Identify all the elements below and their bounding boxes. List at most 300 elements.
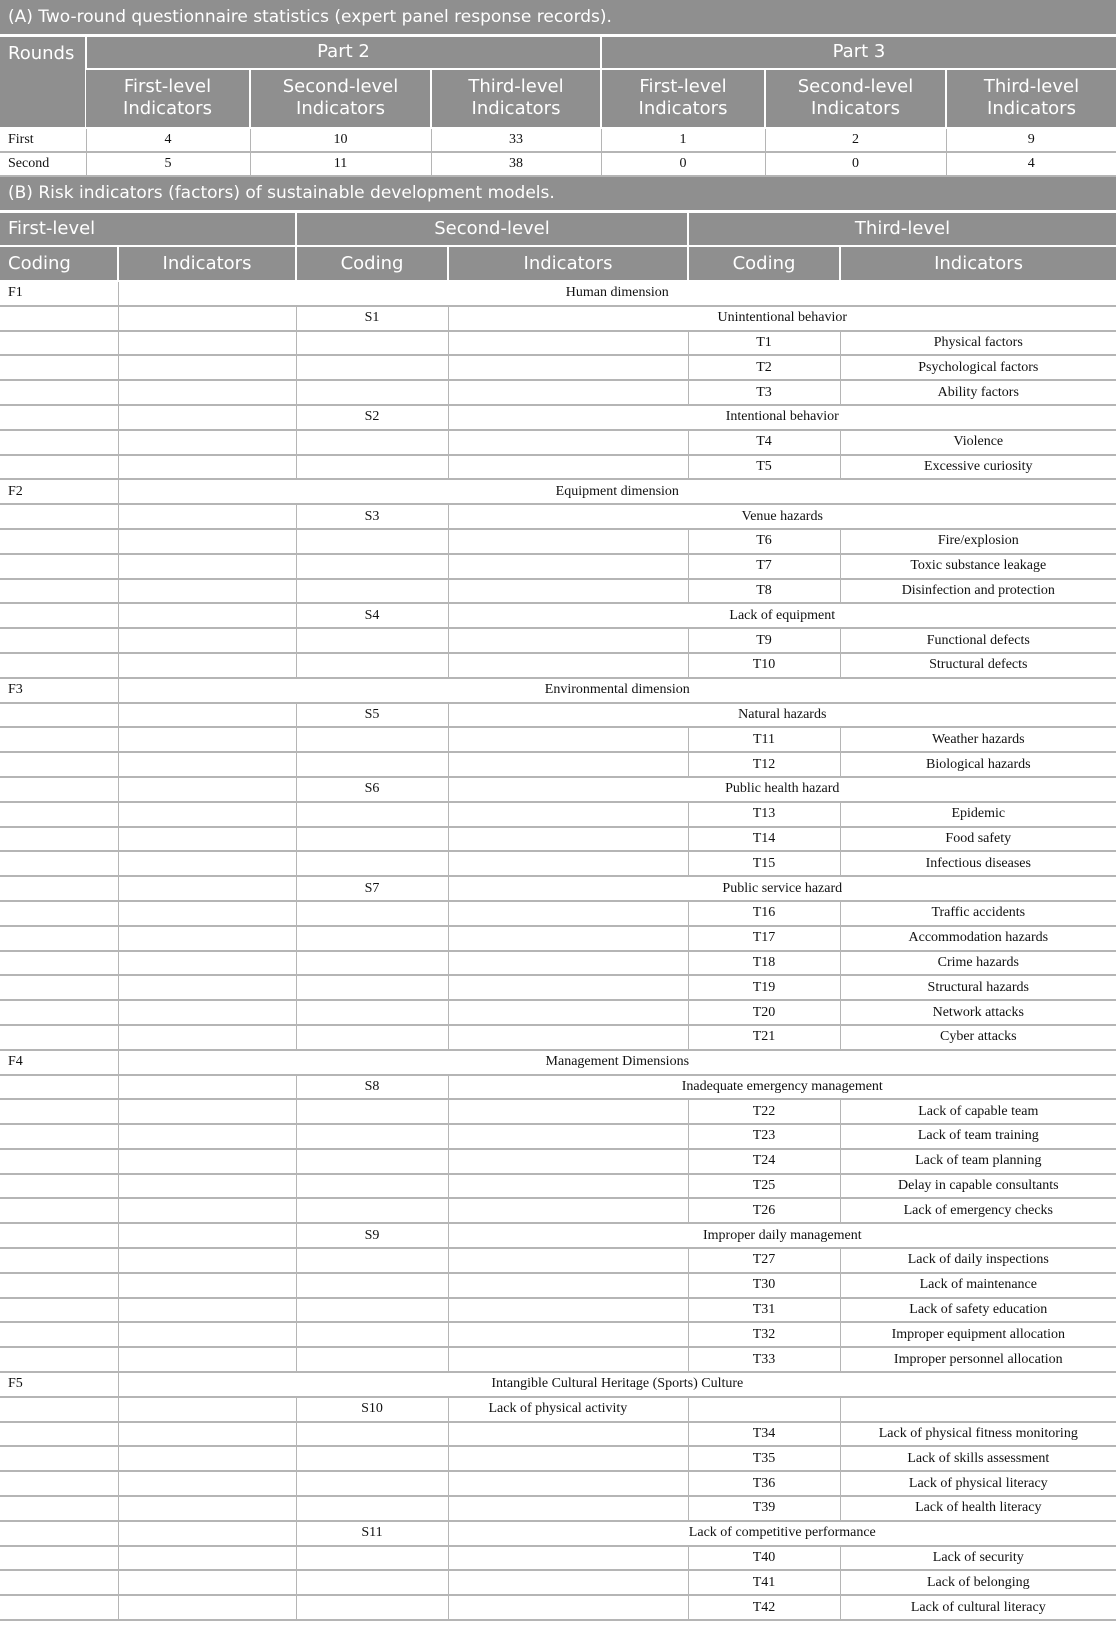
empty-cell xyxy=(0,430,118,455)
table-row xyxy=(0,752,1116,777)
empty-cell xyxy=(448,727,688,752)
empty-cell xyxy=(118,1198,296,1223)
level-header xyxy=(250,69,431,128)
sub-header: Indicators xyxy=(840,246,1116,281)
empty-cell xyxy=(448,1496,688,1521)
level-header xyxy=(86,69,250,128)
count-cell: 9 xyxy=(946,128,1116,152)
third-level-code: T2 xyxy=(688,355,840,380)
second-level-indicator: Natural hazards xyxy=(448,703,1116,728)
table-row xyxy=(0,1471,1116,1496)
empty-cell xyxy=(0,306,118,331)
empty-cell xyxy=(118,405,296,430)
table-row xyxy=(0,479,1116,504)
sub-header: Coding xyxy=(688,246,840,281)
empty-cell xyxy=(0,331,118,356)
empty-cell xyxy=(118,802,296,827)
empty-cell xyxy=(448,1570,688,1595)
third-level-indicator: Lack of daily inspections xyxy=(840,1248,1116,1273)
empty-cell xyxy=(448,1471,688,1496)
table-row xyxy=(0,777,1116,802)
empty-cell xyxy=(448,430,688,455)
count-cell: 5 xyxy=(86,152,250,176)
empty-cell xyxy=(0,1273,118,1298)
empty-cell xyxy=(118,951,296,976)
third-level-code: T14 xyxy=(688,827,840,852)
table-row xyxy=(0,529,1116,554)
second-level-indicator: Lack of equipment xyxy=(448,603,1116,628)
third-level-code: T23 xyxy=(688,1124,840,1149)
table-row xyxy=(0,380,1116,405)
third-level-indicator: Toxic substance leakage xyxy=(840,554,1116,579)
empty-cell xyxy=(296,331,448,356)
table-row xyxy=(0,1570,1116,1595)
empty-cell xyxy=(296,628,448,653)
empty-cell xyxy=(296,1570,448,1595)
empty-cell xyxy=(0,777,118,802)
third-level-indicator: Structural hazards xyxy=(840,975,1116,1000)
third-level-code: T11 xyxy=(688,727,840,752)
third-level-indicator: Traffic accidents xyxy=(840,901,1116,926)
empty-cell xyxy=(296,1496,448,1521)
empty-cell xyxy=(118,1298,296,1323)
second-level-code: S5 xyxy=(296,703,448,728)
empty-cell xyxy=(448,1000,688,1025)
empty-cell xyxy=(118,851,296,876)
level-header-line: Indicators xyxy=(123,98,212,119)
third-level-code: T6 xyxy=(688,529,840,554)
empty-cell xyxy=(296,1174,448,1199)
empty-cell xyxy=(118,380,296,405)
first-level-indicator: Human dimension xyxy=(118,281,1116,306)
table-row xyxy=(0,128,1116,152)
third-level-code: T39 xyxy=(688,1496,840,1521)
questionnaire-statistics-table xyxy=(0,0,1116,177)
third-level-code: T31 xyxy=(688,1298,840,1323)
empty-cell xyxy=(0,703,118,728)
table-row xyxy=(0,1174,1116,1199)
empty-cell xyxy=(296,380,448,405)
empty-cell xyxy=(0,653,118,678)
third-level-indicator: Physical factors xyxy=(840,331,1116,356)
level-header-line: Indicators xyxy=(987,98,1076,119)
empty-cell xyxy=(118,306,296,331)
empty-cell xyxy=(448,1174,688,1199)
empty-cell xyxy=(0,1000,118,1025)
empty-cell xyxy=(296,802,448,827)
table-b-title: (B) Risk indicators (factors) of sustainable development models. xyxy=(0,177,1116,212)
empty-cell xyxy=(448,901,688,926)
empty-cell xyxy=(0,1422,118,1447)
empty-cell xyxy=(0,1223,118,1248)
level-header-line: Indicators xyxy=(811,98,900,119)
empty-cell xyxy=(118,1595,296,1620)
empty-cell xyxy=(118,529,296,554)
third-level-indicator: Crime hazards xyxy=(840,951,1116,976)
second-level-indicator: Intentional behavior xyxy=(448,405,1116,430)
table-row xyxy=(0,827,1116,852)
empty-cell xyxy=(118,1273,296,1298)
table-row xyxy=(0,876,1116,901)
count-cell: 10 xyxy=(250,128,431,152)
empty-cell xyxy=(118,1174,296,1199)
empty-cell xyxy=(118,975,296,1000)
empty-cell xyxy=(0,1124,118,1149)
first-level-code: F2 xyxy=(0,479,118,504)
count-cell: 11 xyxy=(250,152,431,176)
empty-cell xyxy=(0,1546,118,1571)
table-row xyxy=(0,1322,1116,1347)
table-row xyxy=(0,430,1116,455)
third-level-code: T32 xyxy=(688,1322,840,1347)
empty-cell xyxy=(296,752,448,777)
third-level-indicator: Excessive curiosity xyxy=(840,455,1116,480)
third-level-indicator: Lack of maintenance xyxy=(840,1273,1116,1298)
third-level-indicator: Infectious diseases xyxy=(840,851,1116,876)
level-header: First-level xyxy=(0,211,296,246)
level-header xyxy=(946,69,1116,128)
empty-cell xyxy=(448,1248,688,1273)
empty-cell xyxy=(0,1471,118,1496)
empty-cell xyxy=(448,1124,688,1149)
third-level-code: T13 xyxy=(688,802,840,827)
empty-cell xyxy=(118,653,296,678)
empty-cell xyxy=(448,1273,688,1298)
part2-header: Part 2 xyxy=(86,36,601,69)
second-level-indicator: Improper daily management xyxy=(448,1223,1116,1248)
first-level-indicator: Environmental dimension xyxy=(118,678,1116,703)
second-level-indicator: Unintentional behavior xyxy=(448,306,1116,331)
second-level-code: S3 xyxy=(296,504,448,529)
empty-cell xyxy=(118,554,296,579)
empty-cell xyxy=(448,802,688,827)
level-header-line: Third-level xyxy=(983,76,1080,97)
second-level-indicator: Venue hazards xyxy=(448,504,1116,529)
level-header-line: First-level xyxy=(639,76,727,97)
third-level-code: T17 xyxy=(688,926,840,951)
third-level-indicator: Lack of capable team xyxy=(840,1099,1116,1124)
empty-cell xyxy=(0,1099,118,1124)
empty-cell xyxy=(296,355,448,380)
table-row xyxy=(0,1198,1116,1223)
table-row xyxy=(0,1149,1116,1174)
third-level-code: T7 xyxy=(688,554,840,579)
empty-cell xyxy=(118,1248,296,1273)
third-level-indicator: Network attacks xyxy=(840,1000,1116,1025)
empty-cell xyxy=(118,777,296,802)
table-row xyxy=(0,1025,1116,1050)
second-level-code: S9 xyxy=(296,1223,448,1248)
table-row xyxy=(0,1521,1116,1546)
sub-header: Indicators xyxy=(448,246,688,281)
empty-cell xyxy=(448,752,688,777)
empty-cell xyxy=(0,1298,118,1323)
third-level-code: T41 xyxy=(688,1570,840,1595)
empty-cell xyxy=(296,1198,448,1223)
empty-cell xyxy=(118,827,296,852)
table-row xyxy=(0,504,1116,529)
empty-cell xyxy=(0,1347,118,1372)
empty-cell xyxy=(296,926,448,951)
third-level-indicator: Lack of belonging xyxy=(840,1570,1116,1595)
part3-header: Part 3 xyxy=(601,36,1116,69)
table-row xyxy=(0,152,1116,176)
empty-cell xyxy=(118,579,296,604)
third-level-code: T24 xyxy=(688,1149,840,1174)
empty-cell xyxy=(0,380,118,405)
table-row xyxy=(0,1000,1116,1025)
empty-cell xyxy=(448,380,688,405)
third-level-indicator: Lack of skills assessment xyxy=(840,1446,1116,1471)
empty-cell xyxy=(448,1347,688,1372)
third-level-indicator: Violence xyxy=(840,430,1116,455)
empty-cell xyxy=(0,802,118,827)
first-level-indicator: Equipment dimension xyxy=(118,479,1116,504)
table-row xyxy=(0,678,1116,703)
table-row xyxy=(0,1298,1116,1323)
level-header-line: Indicators xyxy=(296,98,385,119)
empty-cell xyxy=(0,504,118,529)
empty-cell xyxy=(296,1124,448,1149)
empty-cell xyxy=(0,355,118,380)
empty-cell xyxy=(296,1595,448,1620)
third-level-indicator: Food safety xyxy=(840,827,1116,852)
empty-cell xyxy=(448,1546,688,1571)
empty-cell xyxy=(0,1446,118,1471)
third-level-code: T20 xyxy=(688,1000,840,1025)
second-level-indicator: Public service hazard xyxy=(448,876,1116,901)
level-header-line: Indicators xyxy=(471,98,561,119)
round-label: Second xyxy=(0,152,86,176)
empty-cell xyxy=(296,1446,448,1471)
second-level-code: S11 xyxy=(296,1521,448,1546)
empty-cell xyxy=(118,1347,296,1372)
empty-cell xyxy=(0,876,118,901)
third-level-code: T27 xyxy=(688,1248,840,1273)
second-level-code: S8 xyxy=(296,1075,448,1100)
empty-cell xyxy=(448,529,688,554)
second-level-code: S2 xyxy=(296,405,448,430)
table-row xyxy=(0,653,1116,678)
empty-cell xyxy=(296,851,448,876)
third-level-indicator: Delay in capable consultants xyxy=(840,1174,1116,1199)
empty-cell xyxy=(296,1149,448,1174)
empty-cell xyxy=(296,1000,448,1025)
third-level-indicator: Lack of physical literacy xyxy=(840,1471,1116,1496)
empty-cell xyxy=(118,430,296,455)
second-level-indicator: Lack of physical activity xyxy=(448,1397,688,1422)
table-row xyxy=(0,1223,1116,1248)
level-header-line: Second-level xyxy=(797,76,914,97)
third-level-code: T1 xyxy=(688,331,840,356)
third-level-code: T4 xyxy=(688,430,840,455)
empty-cell xyxy=(0,554,118,579)
table-row xyxy=(0,554,1116,579)
third-level-code: T3 xyxy=(688,380,840,405)
table-row xyxy=(0,1124,1116,1149)
empty-cell xyxy=(296,951,448,976)
empty-cell xyxy=(118,331,296,356)
empty-cell xyxy=(0,926,118,951)
empty-cell xyxy=(448,579,688,604)
third-level-indicator: Lack of cultural literacy xyxy=(840,1595,1116,1620)
empty-cell xyxy=(118,876,296,901)
count-cell: 33 xyxy=(431,128,601,152)
third-level-indicator: Cyber attacks xyxy=(840,1025,1116,1050)
table-row xyxy=(0,1099,1116,1124)
second-level-code: S10 xyxy=(296,1397,448,1422)
table-row xyxy=(0,1397,1116,1422)
empty-cell xyxy=(448,1446,688,1471)
third-level-indicator: Epidemic xyxy=(840,802,1116,827)
empty-cell xyxy=(296,554,448,579)
empty-cell xyxy=(448,628,688,653)
table-row xyxy=(0,1273,1116,1298)
table-row xyxy=(0,851,1116,876)
table-row xyxy=(0,603,1116,628)
first-level-code: F3 xyxy=(0,678,118,703)
empty-cell xyxy=(448,975,688,1000)
empty-cell xyxy=(0,455,118,480)
third-level-indicator: Lack of physical fitness monitoring xyxy=(840,1422,1116,1447)
empty-cell xyxy=(0,1025,118,1050)
empty-cell xyxy=(118,727,296,752)
empty-cell xyxy=(296,455,448,480)
empty-cell xyxy=(0,1075,118,1100)
empty-cell xyxy=(118,1025,296,1050)
table-row xyxy=(0,1347,1116,1372)
third-level-indicator: Fire/explosion xyxy=(840,529,1116,554)
table-row xyxy=(0,1446,1116,1471)
risk-indicators-table xyxy=(0,177,1116,1622)
empty-cell xyxy=(296,901,448,926)
empty-cell xyxy=(118,703,296,728)
table-row xyxy=(0,405,1116,430)
empty-cell xyxy=(296,727,448,752)
level-header xyxy=(601,69,765,128)
table-row xyxy=(0,628,1116,653)
empty-cell xyxy=(118,1546,296,1571)
second-level-code: S1 xyxy=(296,306,448,331)
empty-cell xyxy=(0,727,118,752)
second-level-indicator: Inadequate emergency management xyxy=(448,1075,1116,1100)
table-row xyxy=(0,455,1116,480)
empty-cell xyxy=(118,1099,296,1124)
empty-cell xyxy=(296,1347,448,1372)
second-level-indicator: Public health hazard xyxy=(448,777,1116,802)
third-level-code: T16 xyxy=(688,901,840,926)
empty-cell xyxy=(448,1298,688,1323)
table-row xyxy=(0,1372,1116,1397)
empty-cell xyxy=(118,1124,296,1149)
empty-cell xyxy=(0,827,118,852)
count-cell: 0 xyxy=(765,152,946,176)
third-level-indicator: Functional defects xyxy=(840,628,1116,653)
third-level-indicator: Psychological factors xyxy=(840,355,1116,380)
empty-cell xyxy=(118,355,296,380)
empty-cell xyxy=(118,603,296,628)
count-cell: 4 xyxy=(86,128,250,152)
empty-cell xyxy=(118,504,296,529)
table-row xyxy=(0,1050,1116,1075)
empty-cell xyxy=(448,455,688,480)
empty-cell xyxy=(0,579,118,604)
third-level-code: T10 xyxy=(688,653,840,678)
level-header-line: Third-level xyxy=(468,76,564,97)
first-level-indicator: Management Dimensions xyxy=(118,1050,1116,1075)
empty-cell xyxy=(448,827,688,852)
third-level-code: T15 xyxy=(688,851,840,876)
count-cell: 4 xyxy=(946,152,1116,176)
empty-cell xyxy=(0,603,118,628)
empty-cell xyxy=(448,1595,688,1620)
third-level-indicator: Biological hazards xyxy=(840,752,1116,777)
second-level-code: S7 xyxy=(296,876,448,901)
table-row xyxy=(0,579,1116,604)
empty-cell xyxy=(0,1521,118,1546)
table-row xyxy=(0,1248,1116,1273)
empty-cell xyxy=(296,579,448,604)
empty-cell xyxy=(118,1422,296,1447)
empty-cell xyxy=(118,752,296,777)
third-level-code: T40 xyxy=(688,1546,840,1571)
empty-cell xyxy=(0,1322,118,1347)
empty-cell xyxy=(448,1025,688,1050)
table-row xyxy=(0,1546,1116,1571)
empty-cell xyxy=(448,355,688,380)
count-cell: 0 xyxy=(601,152,765,176)
table-row xyxy=(0,331,1116,356)
empty-cell xyxy=(118,1322,296,1347)
empty-cell xyxy=(448,554,688,579)
empty-cell xyxy=(118,455,296,480)
level-header: Second-level xyxy=(296,211,688,246)
empty-cell xyxy=(0,405,118,430)
empty-cell xyxy=(118,1397,296,1422)
table-row xyxy=(0,1422,1116,1447)
empty-cell xyxy=(448,1198,688,1223)
empty-cell xyxy=(0,1198,118,1223)
level-header-line: Second-level xyxy=(282,76,399,97)
empty-cell xyxy=(296,1273,448,1298)
empty-cell xyxy=(118,1223,296,1248)
third-level-code: T8 xyxy=(688,579,840,604)
empty-cell xyxy=(296,1471,448,1496)
third-level-indicator: Improper personnel allocation xyxy=(840,1347,1116,1372)
empty-cell xyxy=(0,1570,118,1595)
table-a-title: (A) Two-round questionnaire statistics (expert panel response records). xyxy=(0,0,1116,36)
first-level-code: F4 xyxy=(0,1050,118,1075)
table-row xyxy=(0,1075,1116,1100)
empty-cell xyxy=(0,1149,118,1174)
empty-cell xyxy=(0,1397,118,1422)
third-level-code: T19 xyxy=(688,975,840,1000)
empty-cell xyxy=(118,1000,296,1025)
third-level-code: T30 xyxy=(688,1273,840,1298)
third-level-indicator: Lack of security xyxy=(840,1546,1116,1571)
third-level-code: T35 xyxy=(688,1446,840,1471)
third-level-indicator: Lack of emergency checks xyxy=(840,1198,1116,1223)
third-level-code: T36 xyxy=(688,1471,840,1496)
table-row xyxy=(0,1595,1116,1620)
third-level-code: T18 xyxy=(688,951,840,976)
third-level-indicator: Disinfection and protection xyxy=(840,579,1116,604)
empty-cell xyxy=(118,1521,296,1546)
level-header: Third-level xyxy=(688,211,1116,246)
sub-header: Coding xyxy=(0,246,118,281)
table-row xyxy=(0,355,1116,380)
level-header xyxy=(431,69,601,128)
